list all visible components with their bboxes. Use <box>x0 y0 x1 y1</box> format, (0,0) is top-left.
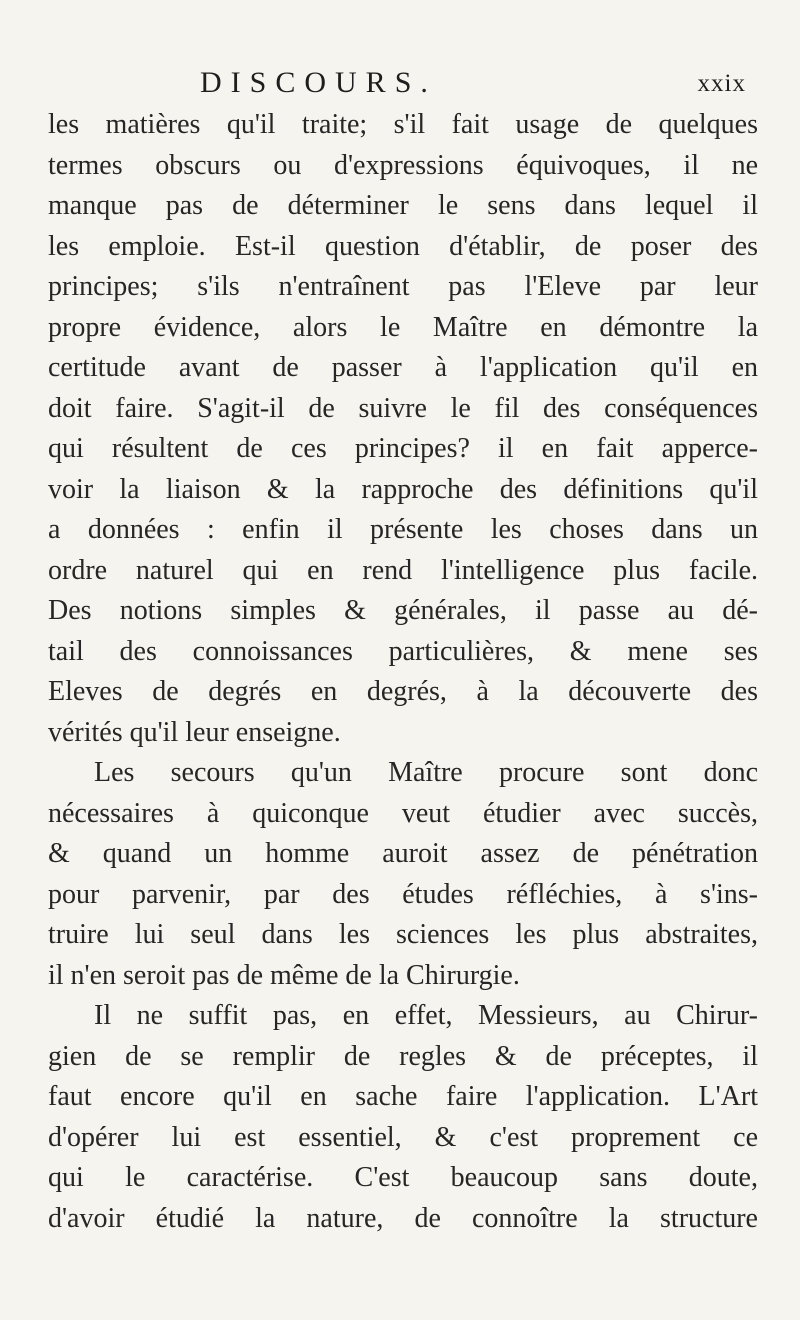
text-line: termes obscurs ou d'expressions équivoques, il ne <box>48 149 758 181</box>
text-line: Eleves de degrés en degrés, à la découverte des <box>48 676 758 707</box>
running-title: DISCOURS. <box>200 66 437 99</box>
text-line: voir la liaison & la rapproche des définitions qu'il <box>48 473 758 505</box>
paragraph-last-line: il n'en seroit pas de même de la Chirurgie. <box>48 959 520 991</box>
paragraph-first-line: Les secours qu'un Maître procure sont donc <box>94 757 758 788</box>
text-line: manque pas de déterminer le sens dans lequel il <box>48 190 758 221</box>
text-line: certitude avant de passer à l'application qu'il en <box>48 352 758 383</box>
text-line: pour parvenir, par des études réfléchies, à s'ins- <box>48 878 758 910</box>
text-line: gien de se remplir de regles & de préceptes, il <box>48 1040 758 1072</box>
text-line: qui le caractérise. C'est beaucoup sans doute, <box>48 1162 758 1193</box>
text-line: les emploie. Est-il question d'établir, de poser des <box>48 230 758 262</box>
page-header <box>0 66 800 106</box>
text-line: qui résultent de ces principes? il en fait apperce- <box>48 433 758 464</box>
text-line: nécessaires à quiconque veut étudier avec succès, <box>48 797 758 829</box>
page-number: xxix <box>697 70 746 97</box>
text-line: faut encore qu'il en sache faire l'application. L'Art <box>48 1081 758 1112</box>
text-line: tail des connoissances particulières, & mene ses <box>48 635 758 667</box>
text-line: ordre naturel qui en rend l'intelligence plus facile. <box>48 554 758 586</box>
text-line: d'avoir étudié la nature, de connoître la structure <box>48 1202 758 1234</box>
text-line: principes; s'ils n'entraînent pas l'Eleve par leur <box>48 271 758 302</box>
text-line: les matières qu'il traite; s'il fait usage de quelques <box>48 109 758 140</box>
text-line: d'opérer lui est essentiel, & c'est proprement ce <box>48 1121 758 1153</box>
text-line: propre évidence, alors le Maître en démontre la <box>48 311 758 343</box>
text-line: a données : enfin il présente les choses dans un <box>48 514 758 545</box>
text-line: Des notions simples & générales, il passe au dé- <box>48 595 758 626</box>
paragraph-first-line: Il ne suffit pas, en effet, Messieurs, au Chirur- <box>94 1000 758 1031</box>
text-line: & quand un homme auroit assez de pénétration <box>48 838 758 869</box>
paragraph-last-line: vérités qu'il leur enseigne. <box>48 716 341 748</box>
text-line: doit faire. S'agit-il de suivre le fil des conséquences <box>48 392 758 424</box>
text-line: truire lui seul dans les sciences les plus abstraites, <box>48 919 758 950</box>
body-text <box>48 105 758 1239</box>
